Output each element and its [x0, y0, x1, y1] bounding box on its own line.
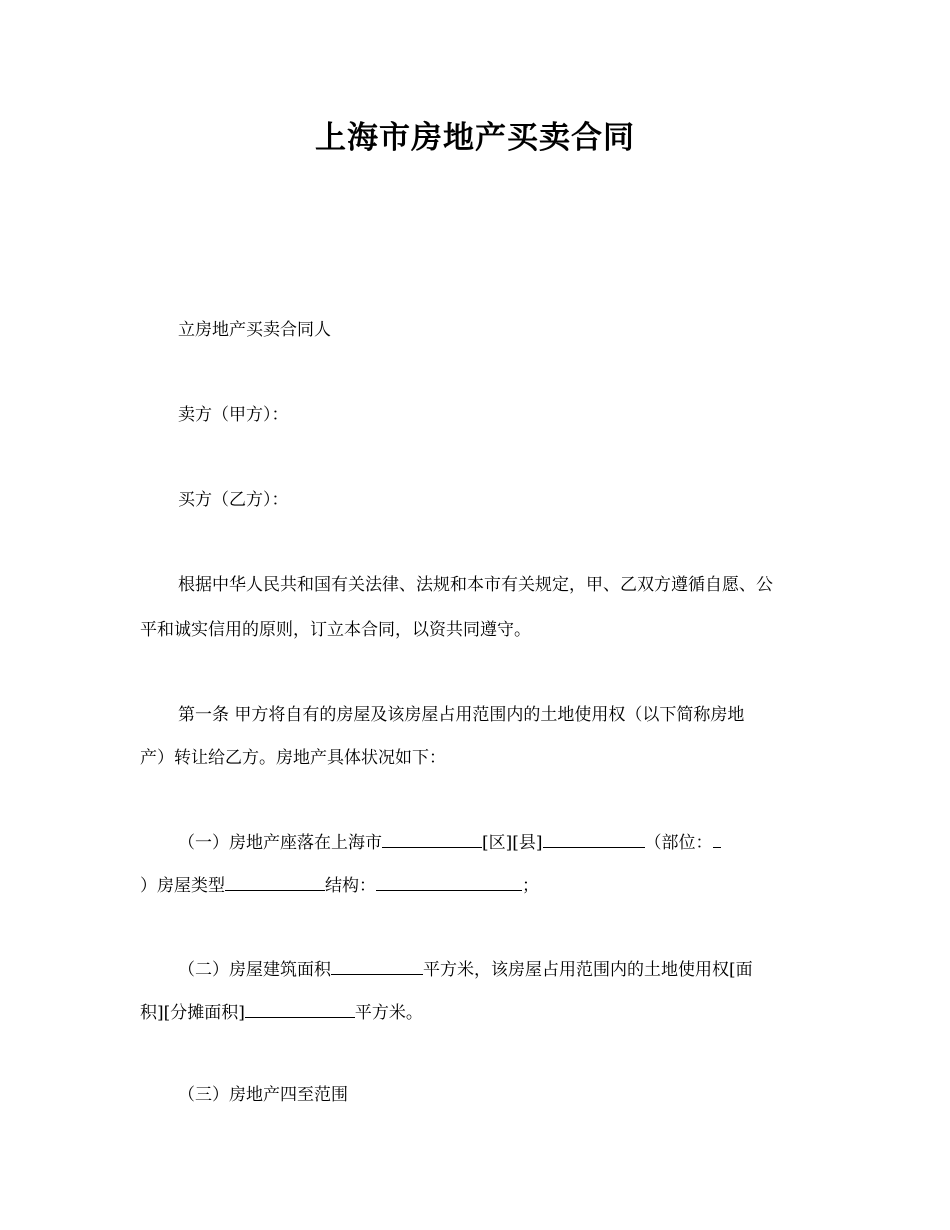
document-title: 上海市房地产买卖合同 — [315, 120, 635, 156]
item-1-line-2 — [140, 872, 820, 898]
seller-label: 卖方（甲方）： — [178, 405, 289, 425]
item-2-line-1 — [178, 956, 858, 982]
parties-heading: 立房地产买卖合同人 — [178, 320, 331, 340]
item-2-line-2 — [140, 999, 820, 1025]
structure-blank — [376, 872, 522, 891]
item-2-line-2-prefix: 积][分摊面积] — [140, 1003, 245, 1023]
item-2-line-2-end: 平方米。 — [354, 1003, 423, 1023]
house-type-label: ）房屋类型 — [140, 876, 225, 896]
district-blank — [543, 829, 645, 848]
buyer-label: 买方（乙方）： — [178, 490, 289, 510]
district-label: [区][县] — [482, 833, 543, 853]
house-type-blank — [225, 872, 325, 891]
item-1-end: ； — [522, 876, 539, 896]
preamble-line-1: 根据中华人民共和国有关法律、法规和本市有关规定，甲、乙双方遵循自愿、公 — [178, 575, 773, 595]
item-2-mid: 平方米，该房屋占用范围内的土地使用权[面 — [423, 960, 753, 980]
building-area-blank — [331, 956, 423, 975]
item-3: （三）房地产四至范围 — [178, 1085, 348, 1105]
position-blank — [713, 829, 721, 848]
item-2-prefix: （二）房屋建筑面积 — [178, 960, 331, 980]
item-1-prefix: （一）房地产座落在上海市 — [178, 833, 382, 853]
structure-label: 结构： — [325, 876, 376, 896]
position-label: （部位： — [644, 833, 713, 853]
land-area-blank — [245, 999, 355, 1018]
article-1-line-2: 产）转让给乙方。房地产具体状况如下： — [140, 748, 446, 768]
preamble-line-2: 平和诚实信用的原则，订立本合同，以资共同遵守。 — [140, 620, 531, 640]
article-1-line-1: 第一条 甲方将自有的房屋及该房屋占用范围内的土地使用权（以下简称房地 — [178, 705, 745, 725]
city-blank — [382, 829, 482, 848]
item-1-line-1 — [178, 829, 858, 855]
